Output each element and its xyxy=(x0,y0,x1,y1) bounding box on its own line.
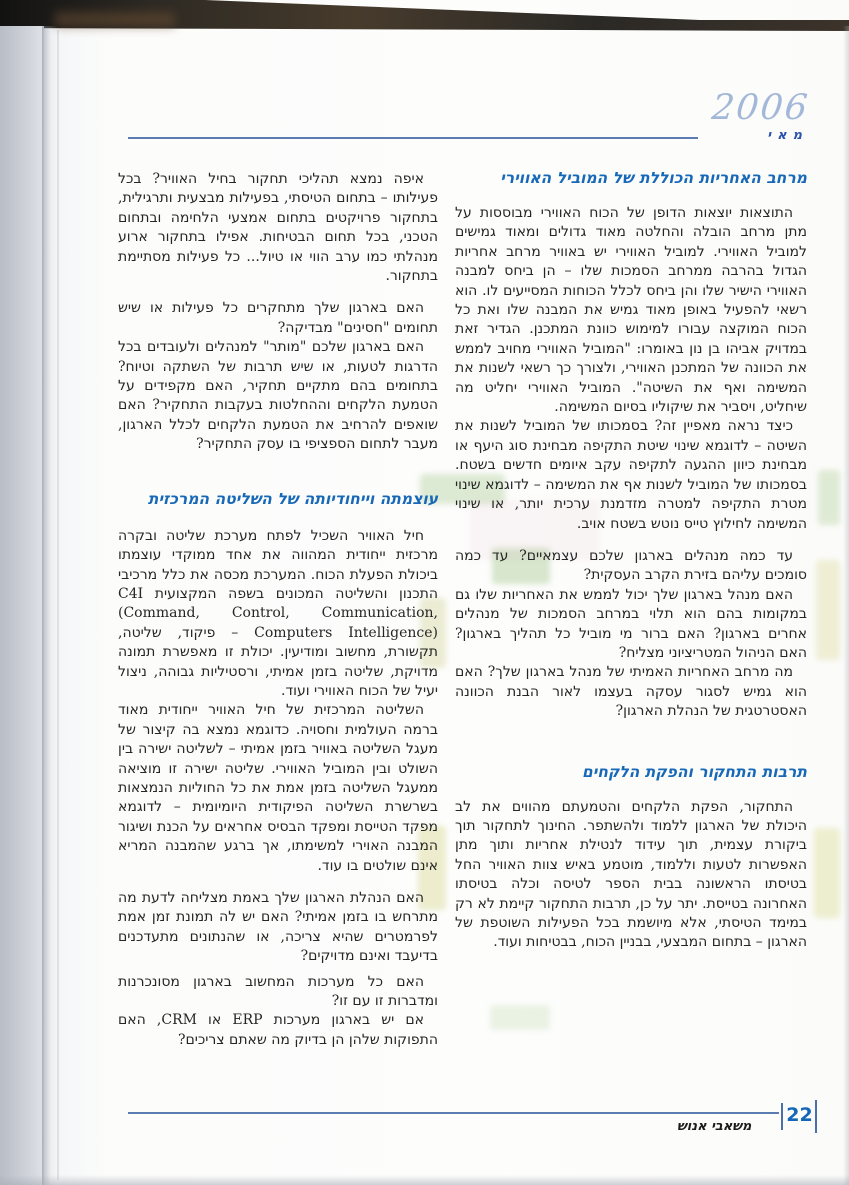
paragraph: התוצאות יוצאות הדופן של הכוח האווירי מבוססות על מתן מרחב הובלה והחלטה מאוד גדולים ומאוד גמישים למוביל האווירי. למוביל האווירי יש באוויר מרחב אחריות הגדול בהרבה ממרחב הסמכות שלו – הן ביחס למבנה האווירי הישיר שלו והן ביחס לכלל הכוחות המסייעים לו. הוא רשאי להפעיל באופן מאוד גמיש את המבנה שלו ואת כל הכוח המוקצה עבורו למימוש כוונת המתכנן. הגדיר זאת במדויק אביהו בן נון באומרו: "המוביל האווירי מחויב לממש את הכוונה של המתכנן האווירי, ולצורך כך רשאי לשנות את המשימה ואף את השיטה". המוביל האווירי יחליט מה שיחליט, ויסביר את שיקוליו בסיום המשימה. xyxy=(455,205,807,416)
paragraph-question: מה מרחב האחריות האמיתי של מנהל בארגון שלך? האם הוא גמיש לסגור עסקה בעצמו לאור הבנת הכוונה האסטרטגית של הנהלת הארגון? xyxy=(455,664,807,720)
paragraph: כיצד נראה מאפיין זה? בסמכותו של המוביל לשנות את השיטה – לדוגמא שינוי שיטת התקיפה מבחינת סוג היעף או מבחינת כיוון ההגעה לתקיפה עקב איומים חדשים בשטח. בסמכותו של המוביל לשנות אף את המשימה – לדוגמא שינוי מטרת התקיפה למטרה מזדמנת ערכית יותר, או שינוי המשימה לחילוץ טייס נוטש בשטח אויב. xyxy=(455,418,807,532)
paragraph: חיל האוויר השכיל לפתח מערכת שליטה ובקרה מרכזית ייחודית המהווה את אחד ממוקדי עוצמתו ביכולת הפעלת הכוח. המערכת מכסה את כלל מרכיבי התכנון והשליטה המכונים בשפה המקצועית C4I (Command, Control, Communication, Computers Intelligence) – פיקוד, שליטה, תקשורת, מחשוב ומודיעין. יכולת זו מאפשרת תמונה מדויקת, שליטה בזמן אמיתי, ורסטיליות גבוהה, ניצול יעיל של הכוח האווירי ועוד. xyxy=(118,527,438,699)
paragraph-question: אם יש בארגון מערכות ERP או CRM, האם התפוקות שלהן הן בדיוק מה שאתם צריכים? xyxy=(118,1012,438,1048)
page-number-bar-left xyxy=(781,1103,783,1130)
journal-name: משאבי אנוש xyxy=(677,1119,752,1134)
section-heading-central-control: עוצמתה וייחודיותה של השליטה המרכזית xyxy=(147,488,438,508)
book-spine-gutter xyxy=(0,26,44,1185)
paragraph-question: האם כל מערכות המחשוב בארגון מסונכרנות ומדברות זו עם זו? xyxy=(118,973,438,1010)
paragraph: התחקור, הפקת הלקחים והטמעתם מהווים את לב היכולת של הארגון ללמוד ולהשתפר. החינוך לתחקור תוך ביקורת עצמית, תוך עידוד לנטילת אחריות ותוך מתן האפשרות לטעות וללמוד, מוטמע באיש צוות האוויר החל בטיסתו הראשונה בבית הספר לטיסה וכלה בטיסתו האחרונה בטייסת. יתר על כן, תרבות התחקור קיימת לא רק במימד הטיסתי, אלא מיושמת בכל הפעילות השוטפת של הארגון – בתחום המבצעי, בבניין הכוח, בבטיחות ועוד. xyxy=(455,798,807,951)
footer-rule xyxy=(128,1112,779,1114)
header-rule xyxy=(128,137,698,139)
page-bottom-edge-shadow xyxy=(0,1175,849,1185)
section-heading-debrief-culture: תרבות התחקור והפקת הלקחים xyxy=(581,761,807,781)
paragraph: איפה נמצא תהליכי תחקור בחיל האוויר? בכל פעילותו – בתחום הטיסתי, בפעילות מבצעית ותרגילית, בתחקור פרויקטים בתחום אמצעי הלחימה ובתחום הטכני, בכל תחום הבטיחות. אפילו בתחקור ארוע מנהלתי כמו ערב הווי או טיול... כל פעילות מסתיימת בתחקור. xyxy=(118,171,438,285)
paragraph-question: האם מנהל בארגון שלך יכול לממש את האחריות שלו גם במקומות בהם הוא תלוי במרחב הסמכות של מנהלים אחרים בארגון? האם ברור מי מוביל כל תהליך בארגון? האם הניהול המטריציוני מצליח? xyxy=(455,586,807,661)
show-through-artifact xyxy=(816,560,840,660)
show-through-artifact xyxy=(490,1005,550,1030)
show-through-artifact xyxy=(818,470,840,525)
header-month: מאי xyxy=(767,128,808,143)
paragraph: השליטה המרכזית של חיל האוויר ייחודית מאוד ברמה העולמית וחסויה. כדוגמא נמצא בה קיצור של מעגל השליטה באוויר בזמן אמיתי – לשליטה ישירה בין השולט ובין המוביל האווירי. שליטה ישירה זו מוציאה ממעגל השליטה בזמן אמת את כל החוליות הנמצאות בשרשרת השליטה הפיקודית היומיומית – לדוגמא מפקד הטייסת ומפקד הבסיס אחראים על הכנת ושיגור המבנה האוירי למשימתו, אך ברגע שהמבנה המריא אינם שולטים בו עוד. xyxy=(118,702,438,874)
paragraph-question: האם בארגון שלך מתחקרים כל פעילות או שיש תחומים "חסינים" מבדיקה? xyxy=(118,300,438,336)
page-crease xyxy=(57,30,59,1180)
right-column xyxy=(455,168,807,953)
section-heading-leader-responsibility: מרחב האחריות הכוללת של המוביל האווירי xyxy=(500,168,807,187)
paragraph-question: האם הנהלת הארגון שלך באמת מצליחה לדעת מה מתרחש בו בזמן אמיתי? האם יש לה תמונת זמן אמת לפרמטרים שהיא צריכה, או שהנתונים מתעדכנים בדיעבד ואינם מדויקים? xyxy=(118,890,438,965)
paragraph-question: האם בארגון שלכם "מותר" למנהלים ולעובדים בכל הדרגות לטעות, או שיש תרבות של השתקה וטיוח? בתחומים בהם מתקיים תחקיר, האם מקפידים על הטמעת הלקחים וההחלטות בעקבות התחקיר? האם שואפים להרחיב את הטמעת הלקחים לכלל הארגון, מעבר לתחום הספציפי בו עסק התחקיר? xyxy=(118,339,438,453)
page-number-bar-right xyxy=(815,1100,817,1133)
left-column xyxy=(118,170,438,1050)
paragraph-question: עד כמה מנהלים בארגון שלכם עצמאיים? עד כמה סומכים עליהם בזירת הקרב העסקית? xyxy=(455,547,807,584)
page-number: 22 xyxy=(786,1104,813,1126)
scanner-edge-smudge xyxy=(55,12,175,27)
header-year: 2006 xyxy=(709,88,812,128)
page-right-edge-shadow xyxy=(843,26,849,1185)
page-fold-shadow xyxy=(42,26,58,1185)
show-through-artifact xyxy=(814,828,840,918)
